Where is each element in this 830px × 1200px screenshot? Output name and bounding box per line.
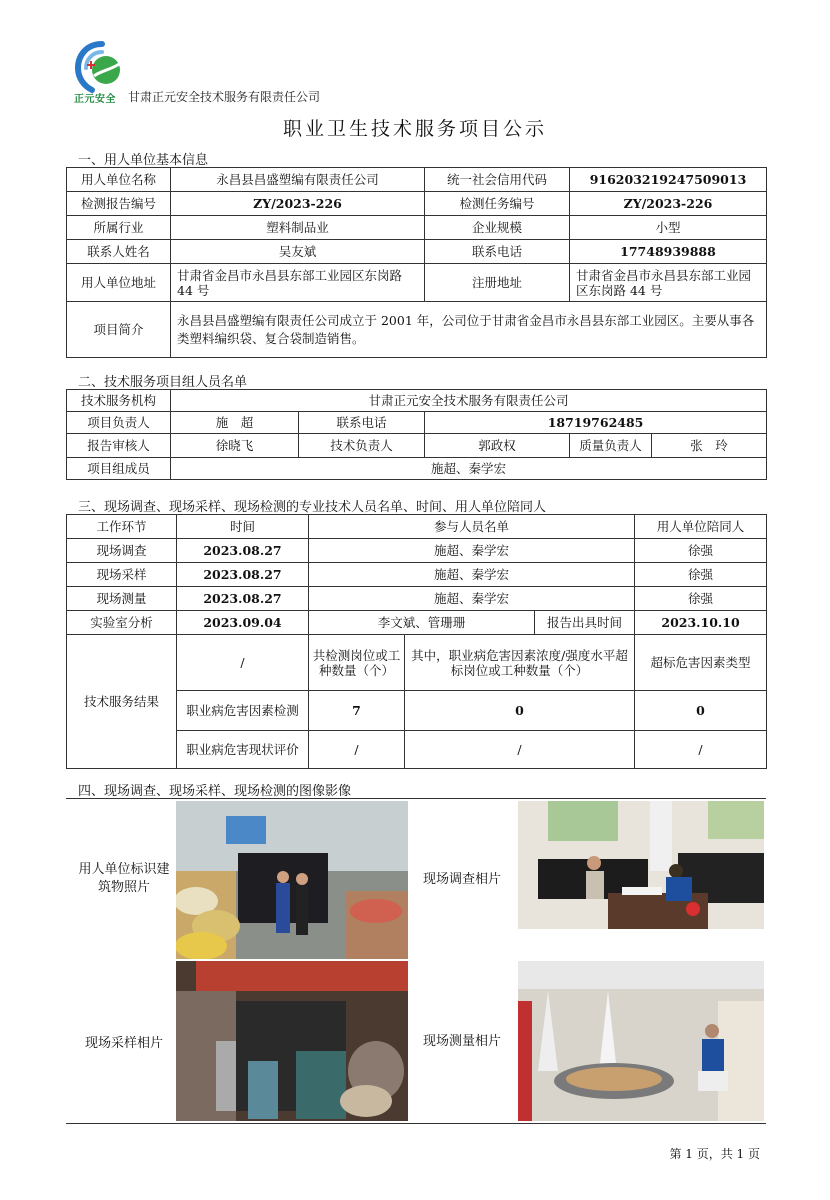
col-people: 参与人员名单 — [309, 515, 635, 539]
table-row — [67, 563, 767, 587]
row1-exceed: 0 — [405, 691, 635, 731]
section1-heading: 一、用人单位基本信息 — [78, 153, 209, 168]
value-tech-lead: 郭政权 — [425, 434, 570, 458]
unit-info-table — [66, 167, 767, 358]
col-total: 共检测岗位或工种数量（个） — [309, 635, 405, 691]
value-task-no: ZY/2023-226 — [570, 192, 767, 216]
fieldwork-table — [66, 514, 767, 769]
photo-label-sampling: 现场采样相片 — [84, 1036, 163, 1051]
row2-label: 职业病危害现状评价 — [177, 731, 309, 769]
row-stage: 现场调查 — [67, 539, 177, 563]
col-date: 时间 — [177, 515, 309, 539]
label-phone: 联系电话 — [425, 240, 570, 264]
row-escort: 徐强 — [635, 539, 767, 563]
value-report-no: ZY/2023-226 — [171, 192, 425, 216]
photo-label-survey: 现场调查相片 — [422, 872, 501, 887]
col-exceed: 其中，职业病危害因素浓度/强度水平超标岗位或工种数量（个） — [405, 635, 635, 691]
value-leader-phone: 18719762485 — [425, 412, 767, 434]
label-credit-code: 统一社会信用代码 — [425, 168, 570, 192]
label-contact: 联系人姓名 — [67, 240, 171, 264]
table-row — [67, 539, 767, 563]
row1-label: 职业病危害因素检测 — [177, 691, 309, 731]
results-slash: / — [177, 635, 309, 691]
page-header — [72, 40, 772, 110]
value-unit-name: 永昌县昌盛塑编有限责任公司 — [171, 168, 425, 192]
lab-people: 李文斌、管珊珊 — [309, 611, 535, 635]
value-phone: 17748939888 — [570, 240, 767, 264]
photo-grid — [66, 798, 766, 1124]
value-industry: 塑料制品业 — [171, 216, 425, 240]
sampling-photo — [176, 961, 408, 1121]
row-people: 施超、秦学宏 — [309, 539, 635, 563]
label-quality-lead: 质量负责人 — [570, 434, 652, 458]
section3-heading: 三、现场调查、现场采样、现场检测的专业技术人员名单、时间、用人单位陪同人 — [78, 500, 547, 515]
page-number: 第 1 页，共 1 页 — [669, 1147, 760, 1161]
row-escort: 徐强 — [635, 587, 767, 611]
value-members: 施超、秦学宏 — [171, 458, 767, 480]
row-stage: 现场测量 — [67, 587, 177, 611]
row2-exceed: / — [405, 731, 635, 769]
row-people: 施超、秦学宏 — [309, 587, 635, 611]
table-row — [67, 587, 767, 611]
col-stage: 工作环节 — [67, 515, 177, 539]
col-types: 超标危害因素类型 — [635, 635, 767, 691]
lab-stage: 实验室分析 — [67, 611, 177, 635]
value-contact: 吴友斌 — [171, 240, 425, 264]
section2-heading: 二、技术服务项目组人员名单 — [78, 375, 248, 390]
value-address: 甘肃省金昌市永昌县东部工业园区东岗路 44 号 — [171, 264, 425, 302]
value-report-date: 2023.10.10 — [635, 611, 767, 635]
value-reg-address: 甘肃省金昌市永昌县东部工业园区东岗路 44 号 — [570, 264, 767, 302]
label-report-no: 检测报告编号 — [67, 192, 171, 216]
row1-total: 7 — [309, 691, 405, 731]
label-industry: 所属行业 — [67, 216, 171, 240]
lab-date: 2023.09.04 — [177, 611, 309, 635]
col-escort: 用人单位陪同人 — [635, 515, 767, 539]
label-reg-address: 注册地址 — [425, 264, 570, 302]
team-table — [66, 389, 767, 480]
label-task-no: 检测任务编号 — [425, 192, 570, 216]
label-members: 项目组成员 — [67, 458, 171, 480]
value-scale: 小型 — [570, 216, 767, 240]
value-intro: 永昌县昌盛塑编有限责任公司成立于 2001 年，公司位于甘肃省金昌市永昌县东部工业园区。主要从事各类塑料编织袋、复合袋制造销售。 — [171, 302, 767, 358]
label-report-date: 报告出具时间 — [535, 611, 635, 635]
label-tech-lead: 技术负责人 — [299, 434, 425, 458]
survey-photo — [518, 801, 764, 929]
value-org: 甘肃正元安全技术服务有限责任公司 — [171, 390, 767, 412]
row2-total: / — [309, 731, 405, 769]
row-date: 2023.08.27 — [177, 587, 309, 611]
table-row — [67, 611, 767, 635]
photo-label-measuring: 现场测量相片 — [422, 1034, 501, 1049]
row-date: 2023.08.27 — [177, 539, 309, 563]
row-date: 2023.08.27 — [177, 563, 309, 587]
photo-label-building: 用人单位标识建筑物照片 — [78, 862, 170, 895]
row1-types: 0 — [635, 691, 767, 731]
label-leader: 项目负责人 — [67, 412, 171, 434]
row2-types: / — [635, 731, 767, 769]
page-title: 职业卫生技术服务项目公示 — [282, 118, 547, 140]
value-reviewer: 徐晓飞 — [171, 434, 299, 458]
row-people: 施超、秦学宏 — [309, 563, 635, 587]
value-quality-lead: 张 玲 — [652, 434, 767, 458]
label-unit-name: 用人单位名称 — [67, 168, 171, 192]
label-address: 用人单位地址 — [67, 264, 171, 302]
row-stage: 现场采样 — [67, 563, 177, 587]
value-credit-code: 916203219247509013 — [570, 168, 767, 192]
section4-heading: 四、现场调查、现场采样、现场检测的图像影像 — [78, 784, 352, 799]
row-escort: 徐强 — [635, 563, 767, 587]
label-reviewer: 报告审核人 — [67, 434, 171, 458]
label-org: 技术服务机构 — [67, 390, 171, 412]
company-name: 甘肃正元安全技术服务有限责任公司 — [128, 90, 321, 104]
label-scale: 企业规模 — [425, 216, 570, 240]
measuring-photo — [518, 961, 764, 1121]
building-photo — [176, 801, 408, 959]
label-results: 技术服务结果 — [67, 635, 177, 769]
label-leader-phone: 联系电话 — [299, 412, 425, 434]
logo-text: 正元安全 — [74, 94, 116, 105]
label-intro: 项目简介 — [67, 302, 171, 358]
value-leader: 施 超 — [171, 412, 299, 434]
